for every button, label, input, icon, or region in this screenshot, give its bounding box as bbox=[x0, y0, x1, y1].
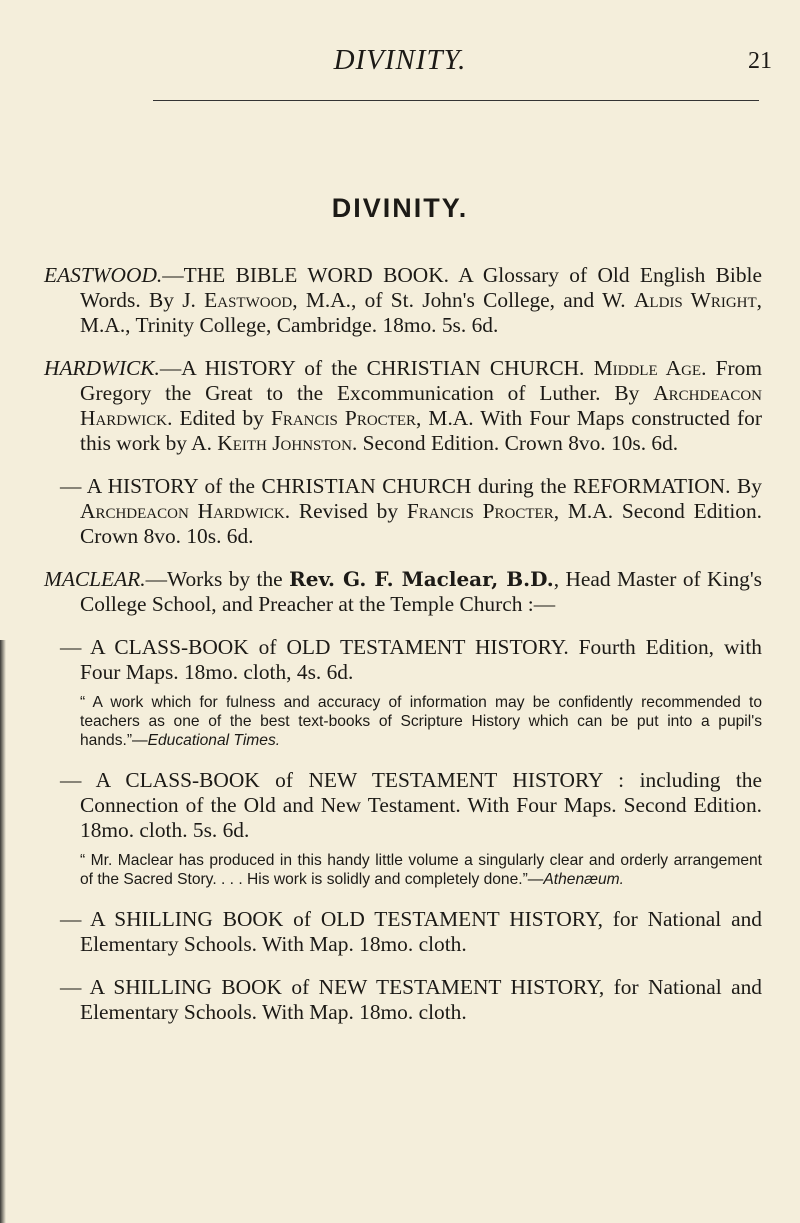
entry-description: , M.A. With Four Maps constructed for this work by A. bbox=[80, 406, 763, 455]
entry-eastwood bbox=[44, 263, 762, 338]
entry-description: —Works by the bbox=[145, 567, 290, 591]
review-quote bbox=[80, 851, 762, 889]
entry-description: . Edited by bbox=[167, 406, 271, 430]
entry-text: — A CLASS-BOOK of NEW TESTAMENT HISTORY : including the Connection of the Old and New Testament. With Four Maps. Second Edition. 18mo. cloth. 5s. 6d. bbox=[60, 768, 762, 842]
review-quote bbox=[80, 693, 762, 750]
binding-shadow bbox=[0, 640, 6, 1223]
book-title: — A HISTORY of the CHRISTIAN CHURCH during the REFORMATION. By bbox=[60, 474, 762, 498]
author-name: HARDWICK. bbox=[44, 356, 160, 380]
entry-text bbox=[44, 263, 762, 338]
section-heading: DIVINITY. bbox=[331, 193, 469, 223]
book-title: —A HISTORY of the CHRISTIAN CHURCH. bbox=[159, 356, 585, 380]
entry-description: . Revised by bbox=[284, 499, 407, 523]
entry-text bbox=[44, 474, 762, 549]
quote-text: “ Mr. Maclear has produced in this handy little volume a singularly clear and orderly arrangement of the Sacred Story. . . . His work is solidly and completely done.”— bbox=[80, 852, 762, 888]
entry-text: — A SHILLING BOOK of NEW TESTAMENT HISTORY, for National and Elementary Schools. With Map. 18mo. cloth. bbox=[60, 975, 762, 1024]
entry-description: From Gregory the Great to the Excommunication of Luther. By bbox=[80, 356, 763, 405]
page-number: 21 bbox=[748, 48, 772, 74]
cartographer-name: Keith Johnston bbox=[217, 431, 352, 455]
author-name: Archdeacon Hardwick bbox=[80, 381, 762, 430]
quote-source: Educational Times. bbox=[147, 732, 281, 749]
subtitle: Middle Age. bbox=[584, 356, 707, 380]
entry-maclear bbox=[44, 567, 762, 617]
entry-text bbox=[44, 567, 762, 617]
entry-hardwick-reformation bbox=[44, 474, 762, 549]
entry-description: , M.A., of St. John's College, and W. bbox=[292, 288, 634, 312]
entry-old-testament-classbook bbox=[44, 635, 762, 750]
author-name: Eastwood bbox=[204, 288, 293, 312]
catalogue-entries bbox=[44, 263, 762, 1043]
entry-shilling-old-testament bbox=[44, 907, 762, 957]
author-name: Archdeacon Hardwick bbox=[80, 499, 285, 523]
editor-name: Francis Procter bbox=[270, 406, 416, 430]
entry-description: , M.A., Trinity College, Cambridge. 18mo. 5s. 6d. bbox=[80, 288, 763, 337]
entry-description: A Glossary of Old English Bible Words. By J. bbox=[80, 263, 762, 312]
author-name: EASTWOOD. bbox=[44, 263, 163, 287]
entry-description: , Head Master of King's College School, and Preacher at the Temple Church :— bbox=[80, 567, 763, 616]
author-name: Rev. G. F. Maclear, B.D. bbox=[289, 567, 554, 591]
book-title: —THE BIBLE WORD BOOK. bbox=[162, 263, 450, 287]
quote-source: Athenæum. bbox=[543, 871, 625, 888]
entry-description: . Second Edition. Crown 8vo. 10s. 6d. bbox=[351, 431, 679, 455]
entry-new-testament-classbook bbox=[44, 768, 762, 889]
header-rule bbox=[153, 100, 759, 101]
entry-description: , M.A. Second Edition. Crown 8vo. 10s. 6d. bbox=[80, 499, 763, 548]
quote-text: “ A work which for fulness and accuracy of information may be confidently recommended to teachers as one of the best text-books of Scripture History which can be put into a pupil's hands.”— bbox=[80, 694, 762, 749]
entry-text bbox=[44, 356, 762, 456]
entry-hardwick-middle-age bbox=[44, 356, 762, 456]
entry-shilling-new-testament bbox=[44, 975, 762, 1025]
entry-text: — A CLASS-BOOK of OLD TESTAMENT HISTORY. Fourth Edition, with Four Maps. 18mo. cloth, 4s. 6d. bbox=[60, 635, 762, 684]
author-name: Aldis Wright bbox=[633, 288, 757, 312]
author-name: MACLEAR. bbox=[44, 567, 146, 591]
running-head: DIVINITY. bbox=[333, 44, 467, 76]
editor-name: Francis Procter bbox=[406, 499, 554, 523]
entry-text: — A SHILLING BOOK of OLD TESTAMENT HISTORY, for National and Elementary Schools. With Map. 18mo. cloth. bbox=[60, 907, 762, 956]
